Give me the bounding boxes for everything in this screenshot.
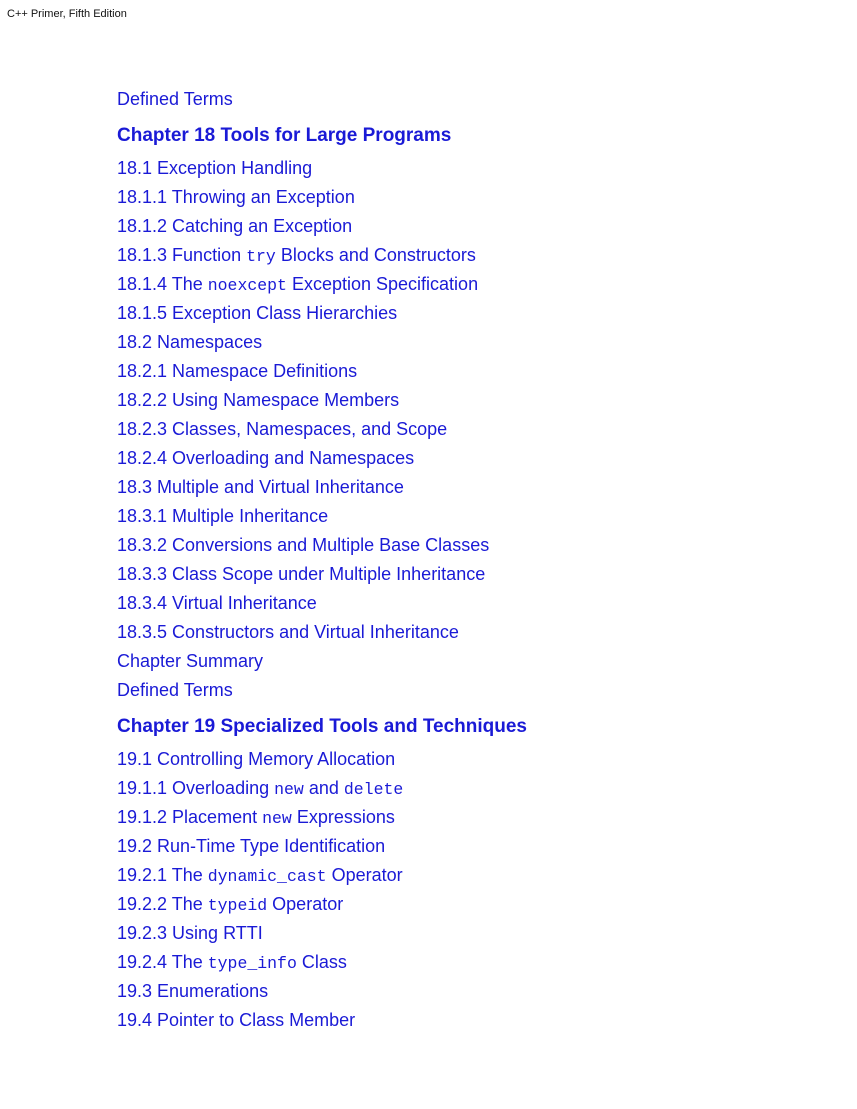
toc-text: and <box>303 778 344 798</box>
toc-text: 19.2.2 The <box>117 894 208 914</box>
toc-link-18-3-4[interactable]: 18.3.4 Virtual Inheritance <box>117 593 317 613</box>
toc-text: 19.2.1 The <box>117 865 208 885</box>
toc-link-18-1-5[interactable]: 18.1.5 Exception Class Hierarchies <box>117 303 398 323</box>
code-keyword: new <box>262 809 292 828</box>
toc-link-chapter-summary-ch18[interactable]: Chapter Summary <box>117 651 264 671</box>
toc-chapter-18-heading[interactable]: Chapter 18 Tools for Large Programs <box>117 125 452 146</box>
toc-link-18-2-4[interactable]: 18.2.4 Overloading and Namespaces <box>117 448 415 468</box>
toc-link-18-2-3[interactable]: 18.2.3 Classes, Namespaces, and Scope <box>117 419 448 439</box>
toc-link-18-3-5[interactable]: 18.3.5 Constructors and Virtual Inheritance <box>117 622 459 642</box>
toc-link-19-1-2[interactable] <box>117 804 817 833</box>
toc-text: Expressions <box>291 807 395 827</box>
code-keyword: delete <box>343 780 404 799</box>
toc-link-18-3-1[interactable]: 18.3.1 Multiple Inheritance <box>117 506 329 526</box>
code-keyword: new <box>274 780 304 799</box>
code-keyword: typeid <box>207 896 268 915</box>
toc-text: 18.1.4 The <box>117 274 208 294</box>
toc-link-18-2-1[interactable]: 18.2.1 Namespace Definitions <box>117 361 358 381</box>
toc-link-defined-terms-ch17[interactable]: Defined Terms <box>117 89 233 109</box>
toc-link-defined-terms-ch18[interactable]: Defined Terms <box>117 680 233 700</box>
toc-link-18-1-1[interactable]: 18.1.1 Throwing an Exception <box>117 187 355 207</box>
toc-text: 19.1.2 Placement <box>117 807 263 827</box>
toc-link-19-4[interactable]: 19.4 Pointer to Class Member <box>117 1010 356 1030</box>
toc-link-19-3[interactable]: 19.3 Enumerations <box>117 981 269 1001</box>
running-head: C++ Primer, Fifth Edition <box>7 8 127 20</box>
code-keyword: try <box>246 247 276 266</box>
toc-link-19-2-1[interactable] <box>117 862 817 891</box>
toc-link-19-2[interactable]: 19.2 Run-Time Type Identification <box>117 836 386 856</box>
code-keyword: type_info <box>207 954 297 973</box>
toc-text: 19.1.1 Overloading <box>117 778 275 798</box>
toc-link-18-3[interactable]: 18.3 Multiple and Virtual Inheritance <box>117 477 404 497</box>
toc-link-18-1-2[interactable]: 18.1.2 Catching an Exception <box>117 216 353 236</box>
toc-text: Operator <box>326 865 403 885</box>
toc-link-18-3-2[interactable]: 18.3.2 Conversions and Multiple Base Classes <box>117 535 490 555</box>
toc-link-19-2-4[interactable] <box>117 949 817 978</box>
code-keyword: noexcept <box>207 276 287 295</box>
toc-link-19-1[interactable]: 19.1 Controlling Memory Allocation <box>117 749 396 769</box>
toc-link-18-1-4[interactable] <box>117 271 817 300</box>
toc-link-18-2[interactable]: 18.2 Namespaces <box>117 332 263 352</box>
toc-link-19-1-1[interactable] <box>117 775 817 804</box>
toc-link-18-3-3[interactable]: 18.3.3 Class Scope under Multiple Inheritance <box>117 564 486 584</box>
toc-text: 19.2.4 The <box>117 952 208 972</box>
toc-link-18-2-2[interactable]: 18.2.2 Using Namespace Members <box>117 390 400 410</box>
toc-text: Blocks and Constructors <box>275 245 476 265</box>
code-keyword: dynamic_cast <box>207 867 327 886</box>
table-of-contents <box>117 86 817 1036</box>
toc-text: Operator <box>267 894 344 914</box>
toc-text: Exception Specification <box>286 274 479 294</box>
toc-link-19-2-3[interactable]: 19.2.3 Using RTTI <box>117 923 263 943</box>
toc-text: Class <box>296 952 347 972</box>
toc-text: 18.1.3 Function <box>117 245 247 265</box>
toc-link-18-1[interactable]: 18.1 Exception Handling <box>117 158 313 178</box>
toc-chapter-19-heading[interactable]: Chapter 19 Specialized Tools and Techniques <box>117 716 528 737</box>
toc-link-18-1-3[interactable] <box>117 242 817 271</box>
toc-link-19-2-2[interactable] <box>117 891 817 920</box>
